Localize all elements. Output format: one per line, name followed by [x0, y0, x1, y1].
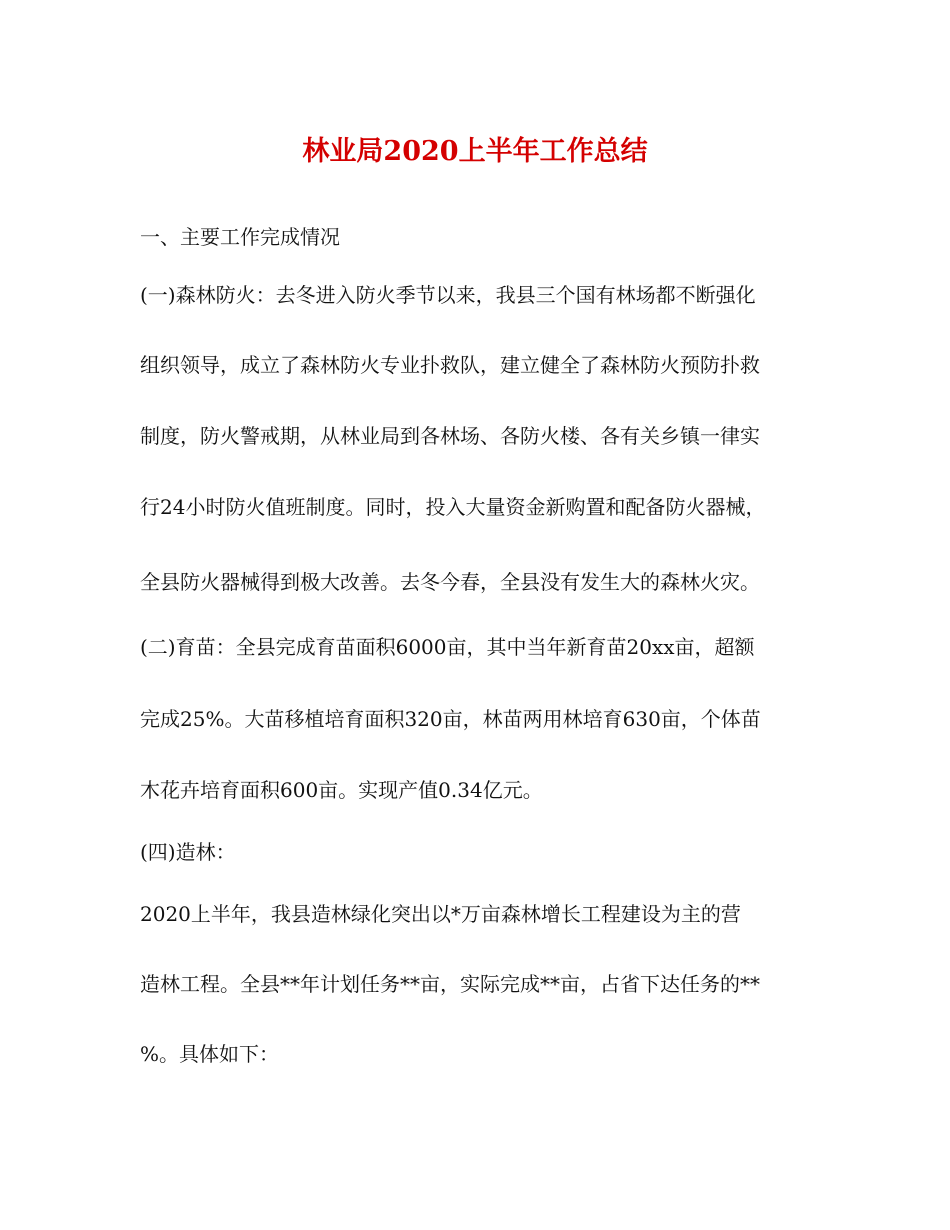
paragraph-line: 组织领导，成立了森林防火专业扑救队，建立健全了森林防火预防扑救: [140, 353, 760, 377]
paragraph-line: 全县防火器械得到极大改善。去冬今春，全县没有发生大的森林火灾。: [140, 570, 760, 594]
paragraph-line: 2020上半年，我县造林绿化突出以*万亩森林增长工程建设为主的营: [140, 902, 741, 926]
document-title: 林业局2020上半年工作总结: [302, 136, 648, 167]
paragraph-line: (二)育苗：全县完成育苗面积6000亩，其中当年新育苗20xx亩，超额: [140, 635, 755, 659]
paragraph-line: 制度，防火警戒期，从林业局到各林场、各防火楼、各有关乡镇一律实: [140, 424, 760, 448]
paragraph-line: %。具体如下：: [140, 1042, 280, 1066]
paragraph-line: 完成25%。大苗移植培育面积320亩，林苗两用林培育630亩，个体苗: [140, 707, 761, 731]
paragraph-line: 造林工程。全县**年计划任务**亩，实际完成**亩，占省下达任务的**: [140, 972, 760, 996]
paragraph-line: 木花卉培育面积600亩。实现产值0.34亿元。: [140, 778, 543, 802]
section-heading: 一、主要工作完成情况: [140, 225, 340, 249]
paragraph-line: 行24小时防火值班制度。同时，投入大量资金新购置和配备防火器械，: [140, 495, 766, 519]
paragraph-line: (一)森林防火：去冬进入防火季节以来，我县三个国有林场都不断强化: [140, 283, 756, 307]
subsection-heading: (四)造林：: [140, 840, 236, 864]
